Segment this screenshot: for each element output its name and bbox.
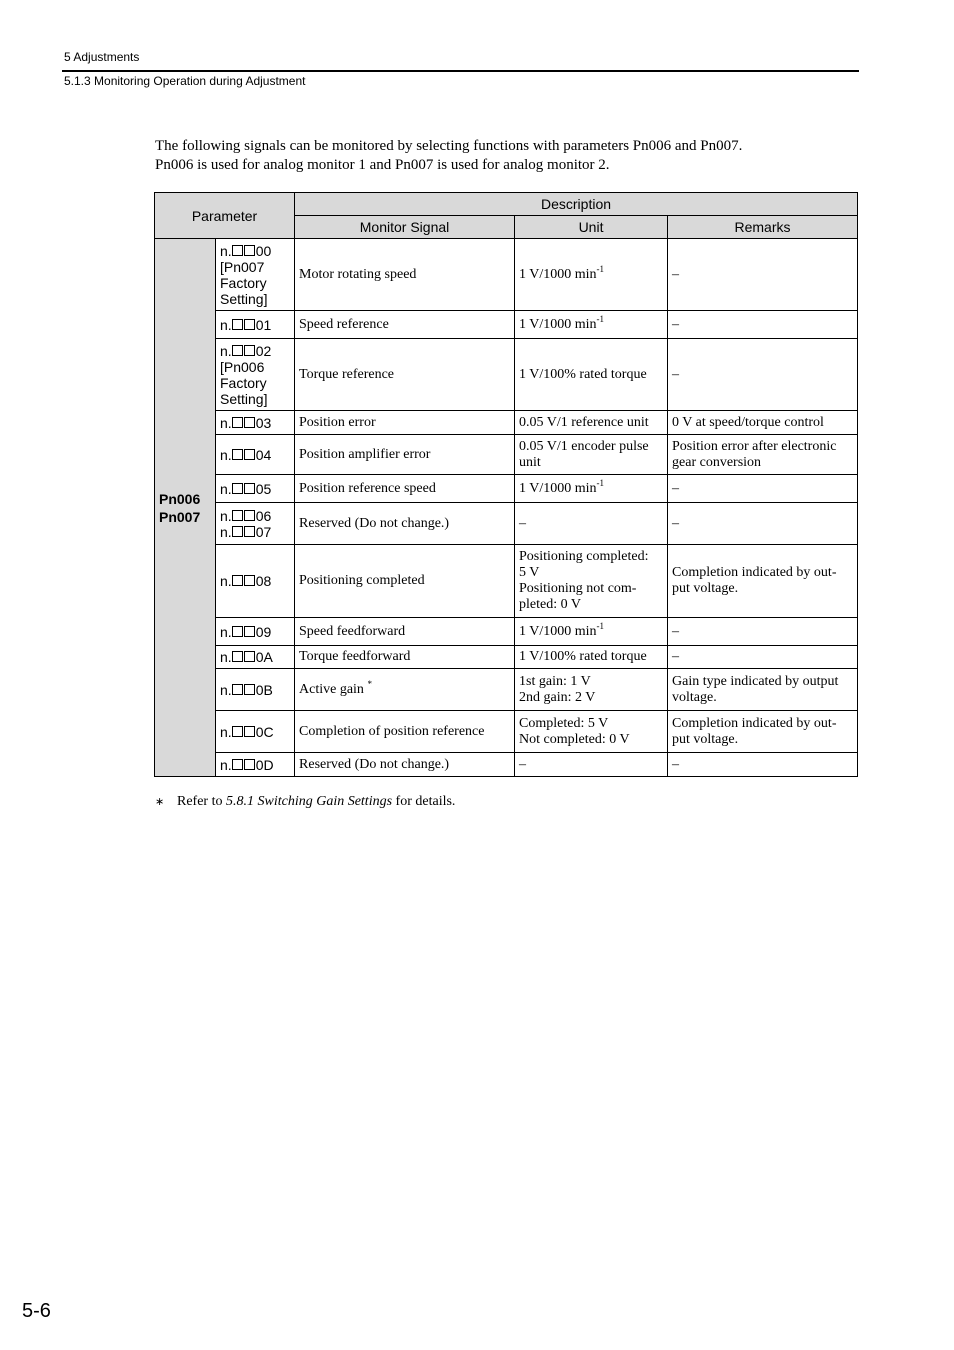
setting-cell xyxy=(216,669,295,711)
footnote-marker-ref: * xyxy=(367,678,372,689)
remarks-cell xyxy=(668,711,858,753)
digit-box-icon xyxy=(244,510,255,521)
unit-superscript: -1 xyxy=(596,263,605,274)
digit-box-icon xyxy=(232,575,243,586)
unit-text: unit xyxy=(519,454,541,470)
monitor-signal-text: Torque feedforward xyxy=(299,649,411,664)
digit-box-icon xyxy=(232,417,243,428)
setting-prefix: n. xyxy=(220,681,232,698)
setting-value: 0A xyxy=(255,649,273,665)
remarks-line: – xyxy=(672,316,680,332)
unit-cell xyxy=(515,545,668,618)
setting-value: 0B xyxy=(255,681,273,698)
unit-line xyxy=(519,455,663,471)
setting-cell xyxy=(216,411,295,435)
setting-cell xyxy=(216,435,295,475)
setting-line xyxy=(220,481,290,497)
setting-prefix: n. xyxy=(220,756,232,773)
setting-cell xyxy=(216,646,295,669)
digit-box-icon xyxy=(244,483,255,494)
digit-box-icon xyxy=(244,651,255,662)
remarks-cell xyxy=(668,411,858,435)
unit-line xyxy=(519,549,663,565)
digit-box-icon xyxy=(232,483,243,494)
remarks-line: – xyxy=(672,515,680,531)
unit-line xyxy=(519,565,663,581)
parameter-group-cell xyxy=(155,239,216,777)
footnote-marker: ∗ xyxy=(155,796,165,808)
setting-line xyxy=(220,649,290,665)
monitor-signal-text: Positioning completed xyxy=(299,573,425,588)
remarks-line: – xyxy=(672,366,680,382)
setting-value: 0C xyxy=(255,723,274,740)
header-rule xyxy=(62,70,859,72)
digit-box-icon xyxy=(232,526,243,537)
intro-line: Pn006 is used for analog monitor 1 and Pn007 is used for analog monitor 2. xyxy=(155,157,610,173)
unit-superscript: -1 xyxy=(596,620,605,631)
setting-value: 0D xyxy=(255,756,274,773)
monitor-signal-text: Motor rotating speed xyxy=(299,266,417,282)
setting-value: 05 xyxy=(255,480,272,497)
table-row xyxy=(155,545,858,618)
unit-text: 1 V/1000 min xyxy=(519,623,597,639)
digit-box-icon xyxy=(232,510,243,521)
digit-box-icon xyxy=(244,684,255,695)
monitor-signal-cell xyxy=(295,753,515,777)
unit-line xyxy=(519,620,663,640)
remarks-line: Position error after electronic xyxy=(672,438,837,454)
digit-box-icon xyxy=(244,319,255,330)
unit-line xyxy=(519,716,663,732)
setting-value: 06 xyxy=(255,507,272,524)
unit-text: – xyxy=(519,756,527,772)
table-row xyxy=(155,646,858,669)
monitor-signal-cell xyxy=(295,503,515,545)
monitor-signal-text: Speed feedforward xyxy=(299,623,406,639)
setting-prefix: n. xyxy=(220,507,232,524)
monitor-signal-cell xyxy=(295,311,515,339)
remarks-line: – xyxy=(672,266,680,282)
setting-cell xyxy=(216,711,295,753)
monitor-signal-cell xyxy=(295,669,515,711)
unit-line xyxy=(519,263,663,283)
chapter-header: 5 Adjustments xyxy=(64,50,140,64)
setting-cell xyxy=(216,618,295,646)
remarks-line: gear conversion xyxy=(672,454,762,470)
digit-box-icon xyxy=(232,449,243,460)
setting-line xyxy=(220,524,290,540)
table-row xyxy=(155,711,858,753)
footnote-pre: Refer to xyxy=(177,794,226,809)
digit-box-icon xyxy=(244,759,255,770)
table-body xyxy=(155,239,858,777)
unit-text: 1 V/1000 min xyxy=(519,480,597,496)
setting-cell xyxy=(216,545,295,618)
unit-text: Not completed: 0 V xyxy=(519,731,630,747)
unit-cell xyxy=(515,669,668,711)
remarks-line: Completion indicated by out- xyxy=(672,715,837,731)
unit-line xyxy=(519,477,663,497)
digit-box-icon xyxy=(244,417,255,428)
digit-box-icon xyxy=(232,726,243,737)
unit-text: 1 V/100% rated torque xyxy=(519,366,647,382)
monitor-signal-cell xyxy=(295,545,515,618)
digit-box-icon xyxy=(244,626,255,637)
unit-text: 0.05 V/1 encoder pulse xyxy=(519,438,649,454)
table-row xyxy=(155,239,858,311)
setting-line xyxy=(220,724,290,740)
unit-line xyxy=(519,690,663,706)
monitor-signal-text: Position amplifier error xyxy=(299,446,431,462)
remarks-cell xyxy=(668,435,858,475)
monitor-signal-cell xyxy=(295,711,515,753)
setting-value: 00 xyxy=(255,242,272,259)
remarks-cell xyxy=(668,503,858,545)
unit-text: 1st gain: 1 V xyxy=(519,673,591,689)
digit-box-icon xyxy=(244,245,255,256)
table-row xyxy=(155,339,858,411)
remarks-line: 0 V at speed/torque control xyxy=(672,414,824,430)
setting-prefix: n. xyxy=(220,480,232,497)
remarks-line: – xyxy=(672,756,680,772)
unit-cell xyxy=(515,435,668,475)
remarks-cell xyxy=(668,669,858,711)
intro-text xyxy=(155,137,855,175)
digit-box-icon xyxy=(232,319,243,330)
unit-line xyxy=(519,367,663,383)
section-header: 5.1.3 Monitoring Operation during Adjustment xyxy=(64,74,306,88)
table-row xyxy=(155,618,858,646)
setting-value: 02 xyxy=(255,342,272,359)
setting-value: 01 xyxy=(255,316,272,333)
remarks-cell xyxy=(668,475,858,503)
remarks-cell xyxy=(668,545,858,618)
setting-value: 09 xyxy=(255,623,272,640)
unit-cell xyxy=(515,618,668,646)
unit-cell xyxy=(515,311,668,339)
remarks-cell xyxy=(668,646,858,669)
unit-line xyxy=(519,415,663,431)
monitor-signal-cell xyxy=(295,435,515,475)
remarks-line: Gain type indicated by output xyxy=(672,673,839,689)
table-row xyxy=(155,411,858,435)
setting-line: [Pn006 xyxy=(220,358,265,375)
monitor-signal-text: Position reference speed xyxy=(299,480,436,496)
setting-line xyxy=(220,757,290,773)
header-unit: Unit xyxy=(515,216,668,239)
monitor-signal-text: Reserved (Do not change.) xyxy=(299,515,450,531)
unit-cell xyxy=(515,411,668,435)
table-row xyxy=(155,435,858,475)
monitor-signal-cell xyxy=(295,411,515,435)
unit-line xyxy=(519,516,663,532)
digit-box-icon xyxy=(244,726,255,737)
setting-line xyxy=(220,447,290,463)
setting-value: 08 xyxy=(255,573,272,589)
digit-box-icon xyxy=(232,651,243,662)
unit-line xyxy=(519,649,663,665)
setting-prefix: n. xyxy=(220,649,232,665)
remarks-cell xyxy=(668,239,858,311)
setting-line: Factory xyxy=(220,374,267,391)
setting-cell xyxy=(216,753,295,777)
unit-line xyxy=(519,439,663,455)
monitor-signal-text: Torque reference xyxy=(299,366,395,382)
setting-prefix: n. xyxy=(220,242,232,259)
setting-line xyxy=(220,415,290,431)
unit-line xyxy=(519,313,663,333)
remarks-cell xyxy=(668,618,858,646)
unit-text: pleted: 0 V xyxy=(519,597,581,612)
unit-text: 1 V/100% rated torque xyxy=(519,649,647,664)
unit-text: 2nd gain: 2 V xyxy=(519,689,596,705)
parameter-group-label: Pn007 xyxy=(159,508,201,525)
unit-superscript: -1 xyxy=(596,313,605,324)
setting-line: Setting] xyxy=(220,390,268,407)
setting-cell xyxy=(216,475,295,503)
unit-text: Positioning completed: xyxy=(519,549,649,564)
table-row xyxy=(155,669,858,711)
setting-prefix: n. xyxy=(220,414,232,431)
setting-line xyxy=(220,624,290,640)
remarks-cell xyxy=(668,311,858,339)
footnote-reference: 5.8.1 Switching Gain Settings xyxy=(225,794,393,809)
setting-cell xyxy=(216,239,295,311)
table-row xyxy=(155,503,858,545)
unit-text: Completed: 5 V xyxy=(519,715,609,731)
setting-value: 07 xyxy=(255,523,272,540)
setting-prefix: n. xyxy=(220,523,232,540)
unit-cell xyxy=(515,339,668,411)
setting-line: [Pn007 xyxy=(220,258,265,275)
monitor-signal-cell xyxy=(295,475,515,503)
setting-prefix: n. xyxy=(220,623,232,640)
digit-box-icon xyxy=(232,684,243,695)
header-description: Description xyxy=(295,193,858,216)
setting-line xyxy=(220,508,290,524)
unit-cell xyxy=(515,711,668,753)
remarks-line: put voltage. xyxy=(672,731,739,747)
unit-text: 0.05 V/1 reference unit xyxy=(519,414,649,430)
monitor-signal-text: Reserved (Do not change.) xyxy=(299,756,450,772)
unit-line xyxy=(519,597,663,613)
intro-line: The following signals can be monitored by selecting functions with parameters Pn006 and Pn007. xyxy=(155,138,743,154)
unit-cell xyxy=(515,646,668,669)
digit-box-icon xyxy=(244,449,255,460)
unit-text: 1 V/1000 min xyxy=(519,266,597,282)
setting-cell xyxy=(216,311,295,339)
table-row xyxy=(155,753,858,777)
monitor-signal-text: Position error xyxy=(299,414,376,430)
page-number: 5-6 xyxy=(22,1300,51,1322)
setting-line: Setting] xyxy=(220,290,268,307)
monitor-signal-text: Completion of position reference xyxy=(299,723,485,739)
table-row xyxy=(155,475,858,503)
setting-line xyxy=(220,317,290,333)
setting-prefix: n. xyxy=(220,573,232,589)
monitor-signal-table xyxy=(154,192,858,777)
unit-superscript: -1 xyxy=(596,477,605,488)
footnote xyxy=(155,794,455,810)
header-monitor-signal: Monitor Signal xyxy=(295,216,515,239)
header-parameter: Parameter xyxy=(155,193,295,239)
digit-box-icon xyxy=(232,626,243,637)
unit-cell xyxy=(515,239,668,311)
remarks-line: – xyxy=(672,623,680,639)
setting-line xyxy=(220,573,290,589)
unit-text: – xyxy=(519,515,527,531)
remarks-line: – xyxy=(672,649,680,664)
setting-cell xyxy=(216,503,295,545)
remarks-cell xyxy=(668,753,858,777)
setting-line xyxy=(220,682,290,698)
table-row xyxy=(155,311,858,339)
monitor-signal-cell xyxy=(295,646,515,669)
unit-cell xyxy=(515,503,668,545)
digit-box-icon xyxy=(244,526,255,537)
monitor-signal-text: Speed reference xyxy=(299,316,389,332)
monitor-signal-cell xyxy=(295,339,515,411)
remarks-line: – xyxy=(672,480,680,496)
unit-text: 1 V/1000 min xyxy=(519,316,597,332)
remarks-cell xyxy=(668,339,858,411)
digit-box-icon xyxy=(244,345,255,356)
parameter-group-label: Pn006 xyxy=(159,490,201,507)
unit-line xyxy=(519,581,663,597)
setting-line xyxy=(220,243,290,259)
unit-line xyxy=(519,674,663,690)
setting-prefix: n. xyxy=(220,723,232,740)
unit-text: 5 V xyxy=(519,565,540,580)
setting-line: Factory xyxy=(220,274,267,291)
unit-line xyxy=(519,757,663,773)
monitor-signal-text: Active gain xyxy=(299,681,364,697)
setting-prefix: n. xyxy=(220,446,232,463)
digit-box-icon xyxy=(232,759,243,770)
remarks-line: voltage. xyxy=(672,689,717,705)
monitor-signal-cell xyxy=(295,239,515,311)
digit-box-icon xyxy=(232,345,243,356)
setting-prefix: n. xyxy=(220,342,232,359)
setting-prefix: n. xyxy=(220,316,232,333)
remarks-line: put voltage. xyxy=(672,581,739,596)
setting-value: 03 xyxy=(255,414,272,431)
unit-cell xyxy=(515,753,668,777)
digit-box-icon xyxy=(244,575,255,586)
footnote-post: for details. xyxy=(392,794,456,809)
digit-box-icon xyxy=(232,245,243,256)
header-remarks: Remarks xyxy=(668,216,858,239)
setting-line xyxy=(220,343,290,359)
monitor-signal-cell xyxy=(295,618,515,646)
remarks-line: Completion indicated by out- xyxy=(672,565,837,580)
unit-line xyxy=(519,732,663,748)
setting-value: 04 xyxy=(255,446,272,463)
unit-cell xyxy=(515,475,668,503)
unit-text: Positioning not com- xyxy=(519,581,637,596)
setting-cell xyxy=(216,339,295,411)
